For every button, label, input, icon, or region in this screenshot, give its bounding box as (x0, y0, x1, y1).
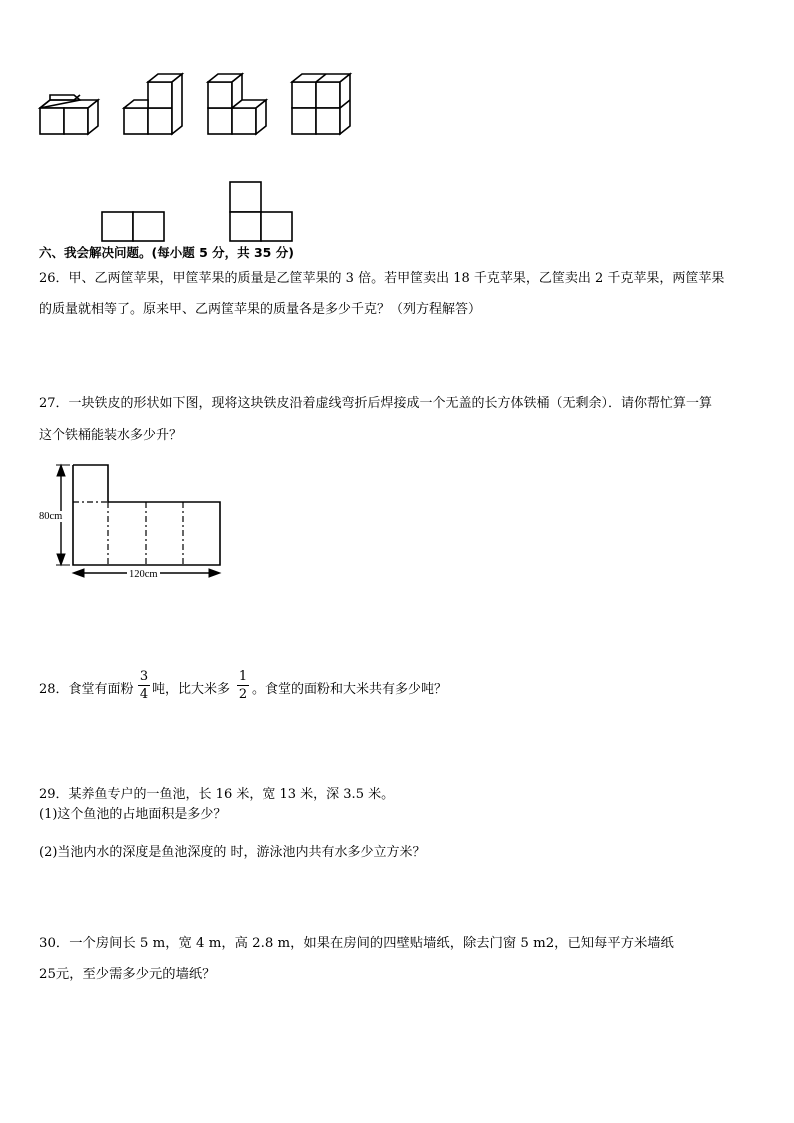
q28-fraction-1 (138, 669, 150, 702)
q28-fraction-2 (237, 669, 249, 702)
q27-line2: 这个铁桶能装水多少升？ (39, 428, 183, 443)
q29-line1: 29．某养鱼专户的一鱼池，长 16 米，宽 13 米，深 3.5 米。 (39, 787, 395, 802)
q30-line2: 25元，至少需多少元的墙纸？ (39, 967, 216, 982)
q28-frac1-num: 3 (139, 669, 149, 684)
dim-width-label: 120cm (129, 569, 158, 580)
q29-part2: (2)当池内水的深度是鱼池深度的 时，游泳池内共有水多少立方米？ (39, 845, 426, 860)
q28-frac2-num: 1 (238, 669, 248, 684)
q28-prefix: 28．食堂有面粉 (39, 682, 134, 697)
dim-height-label: 80cm (39, 511, 63, 522)
q27-line1: 27．一块铁皮的形状如下图，现将这块铁皮沿着虚线弯折后焊接成一个无盖的长方体铁桶（无剩余）．请你帮忙算一算 (39, 396, 713, 411)
section-heading: 六、我会解决问题。(每小题 5 分，共 35 分) (39, 245, 294, 260)
q28-frac2-den: 2 (238, 687, 248, 702)
q28-suffix: 。食堂的面粉和大米共有多少吨？ (252, 682, 448, 697)
q26-line2: 的质量就相等了。原来甲、乙两筐苹果的质量各是多少千克？（列方程解答） (39, 302, 482, 317)
q29-part1: (1)这个鱼池的占地面积是多少？ (39, 807, 227, 822)
q26-line1: 26．甲、乙两筐苹果，甲筐苹果的质量是乙筐苹果的 3 倍。若甲筐卖出 18 千克苹果，乙筐卖出 2 千克苹果，两筐苹果 (39, 271, 725, 286)
q30-line1: 30．一个房间长 5 m，宽 4 m，高 2.8 m，如果在房间的四壁贴墙纸，除去门窗 5 m2，已知每平方米墙纸 (39, 936, 674, 951)
q28-frac1-den: 4 (139, 687, 149, 702)
q28-middle: 吨，比大米多 (152, 682, 231, 697)
